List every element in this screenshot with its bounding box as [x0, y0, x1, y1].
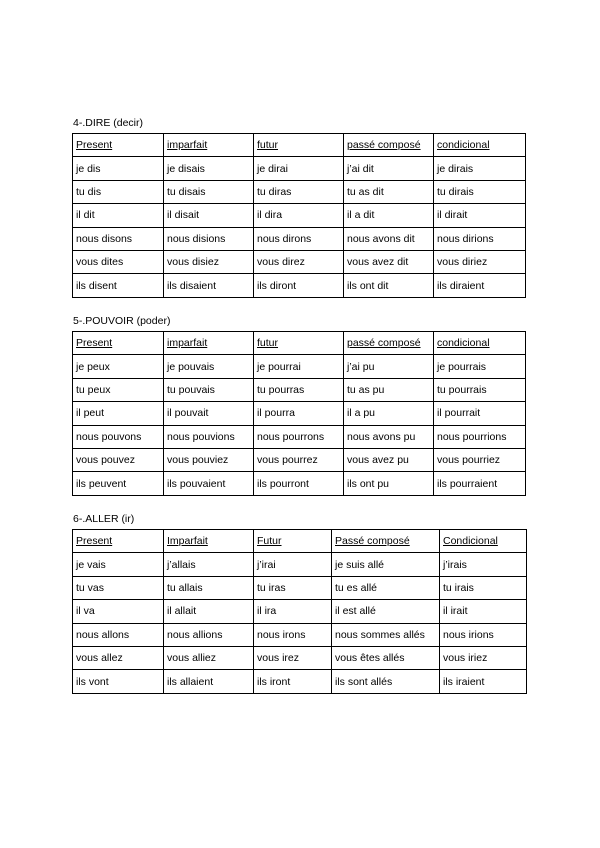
conjugation-table: [72, 331, 526, 496]
table-cell: nous pouvons: [73, 425, 164, 448]
conjugation-table: [72, 529, 527, 694]
table-cell: vous direz: [254, 250, 344, 273]
column-header: [434, 134, 526, 157]
table-row: [73, 227, 526, 250]
column-header: [73, 134, 164, 157]
table-cell: nous irions: [440, 623, 527, 646]
column-header-label: Imparfait: [167, 535, 208, 548]
table-cell: ils vont: [73, 670, 164, 693]
table-cell: tu irais: [440, 576, 527, 599]
table-cell: tu pourras: [254, 378, 344, 401]
table-cell: ils pourront: [254, 472, 344, 495]
column-header: [164, 530, 254, 553]
table-cell: tu diras: [254, 180, 344, 203]
table-cell: il allait: [164, 600, 254, 623]
column-header-label: condicional: [437, 139, 490, 152]
table-row: [73, 670, 527, 693]
column-header: [254, 332, 344, 355]
column-header-label: imparfait: [167, 337, 208, 350]
table-cell: ils ont pu: [344, 472, 434, 495]
column-header-label: condicional: [437, 337, 490, 350]
table-cell: vous allez: [73, 646, 164, 669]
column-header: [164, 134, 254, 157]
table-cell: vous avez dit: [344, 250, 434, 273]
table-cell: il pourra: [254, 402, 344, 425]
column-header-label: Passé composé: [335, 535, 410, 548]
table-cell: nous dirons: [254, 227, 344, 250]
table-cell: il va: [73, 600, 164, 623]
conjugation-section-pouvoir: [72, 315, 526, 496]
column-header-label: Futur: [257, 535, 282, 548]
table-cell: vous pourrez: [254, 448, 344, 471]
table-cell: je vais: [73, 553, 164, 576]
column-header: [254, 530, 332, 553]
table-cell: tu peux: [73, 378, 164, 401]
table-cell: nous avons pu: [344, 425, 434, 448]
table-cell: je pourrais: [434, 355, 526, 378]
table-cell: il pouvait: [164, 402, 254, 425]
table-cell: nous pourrions: [434, 425, 526, 448]
table-cell: il dirait: [434, 204, 526, 227]
conjugation-section-dire: [72, 117, 526, 298]
table-cell: je pouvais: [164, 355, 254, 378]
column-header: [254, 134, 344, 157]
table-header-row: [73, 530, 527, 553]
table-cell: j’irais: [440, 553, 527, 576]
table-row: [73, 274, 526, 297]
section-title: 4-.DIRE (decir): [73, 117, 144, 129]
table-cell: tu as dit: [344, 180, 434, 203]
table-cell: vous pourriez: [434, 448, 526, 471]
column-header-label: futur: [257, 139, 279, 152]
table-cell: nous allions: [164, 623, 254, 646]
table-cell: tu dis: [73, 180, 164, 203]
table-cell: j’ai pu: [344, 355, 434, 378]
table-cell: nous irons: [254, 623, 332, 646]
column-header-label: imparfait: [167, 139, 208, 152]
table-cell: ils sont allés: [332, 670, 440, 693]
table-cell: il pourrait: [434, 402, 526, 425]
column-header: [73, 530, 164, 553]
table-cell: ils diraient: [434, 274, 526, 297]
table-cell: j’allais: [164, 553, 254, 576]
table-cell: ils iraient: [440, 670, 527, 693]
table-cell: il a pu: [344, 402, 434, 425]
column-header-label: Present: [76, 535, 113, 548]
table-cell: nous disions: [164, 227, 254, 250]
table-cell: vous irez: [254, 646, 332, 669]
table-cell: nous pouvions: [164, 425, 254, 448]
table-header-row: [73, 134, 526, 157]
table-cell: tu disais: [164, 180, 254, 203]
table-cell: je dirais: [434, 157, 526, 180]
section-title: 5-.POUVOIR (poder): [73, 315, 171, 327]
column-header: [440, 530, 527, 553]
table-cell: tu pourrais: [434, 378, 526, 401]
table-cell: vous pouvez: [73, 448, 164, 471]
column-header: [164, 332, 254, 355]
table-cell: tu es allé: [332, 576, 440, 599]
table-cell: il ira: [254, 600, 332, 623]
table-cell: tu iras: [254, 576, 332, 599]
table-cell: tu vas: [73, 576, 164, 599]
table-cell: vous dites: [73, 250, 164, 273]
column-header-label: Condicional: [443, 535, 498, 548]
table-row: [73, 378, 526, 401]
table-cell: ils disaient: [164, 274, 254, 297]
column-header-label: passé composé: [347, 337, 421, 350]
table-cell: il irait: [440, 600, 527, 623]
table-cell: ils allaient: [164, 670, 254, 693]
table-cell: vous alliez: [164, 646, 254, 669]
table-row: [73, 425, 526, 448]
table-cell: il peut: [73, 402, 164, 425]
table-row: [73, 402, 526, 425]
table-cell: je disais: [164, 157, 254, 180]
table-cell: il a dit: [344, 204, 434, 227]
table-cell: il dira: [254, 204, 344, 227]
table-cell: je pourrai: [254, 355, 344, 378]
table-cell: il dit: [73, 204, 164, 227]
table-cell: il disait: [164, 204, 254, 227]
section-title: 6-.ALLER (ir): [73, 513, 135, 525]
table-row: [73, 576, 527, 599]
table-cell: nous avons dit: [344, 227, 434, 250]
table-header-row: [73, 332, 526, 355]
table-cell: vous pouviez: [164, 448, 254, 471]
column-header: [344, 332, 434, 355]
table-row: [73, 204, 526, 227]
table-cell: vous iriez: [440, 646, 527, 669]
conjugation-table: [72, 133, 526, 298]
table-cell: nous dirions: [434, 227, 526, 250]
table-cell: j’irai: [254, 553, 332, 576]
table-cell: nous allons: [73, 623, 164, 646]
table-cell: je suis allé: [332, 553, 440, 576]
table-cell: tu pouvais: [164, 378, 254, 401]
column-header: [434, 332, 526, 355]
table-row: [73, 157, 526, 180]
table-row: [73, 250, 526, 273]
table-row: [73, 600, 527, 623]
conjugation-section-aller: [72, 513, 527, 694]
table-cell: vous diriez: [434, 250, 526, 273]
table-cell: tu as pu: [344, 378, 434, 401]
table-row: [73, 180, 526, 203]
table-cell: nous disons: [73, 227, 164, 250]
table-row: [73, 355, 526, 378]
table-cell: ils peuvent: [73, 472, 164, 495]
table-row: [73, 623, 527, 646]
table-cell: tu dirais: [434, 180, 526, 203]
column-header-label: Present: [76, 337, 113, 350]
table-row: [73, 646, 527, 669]
column-header-label: passé composé: [347, 139, 421, 152]
table-cell: ils iront: [254, 670, 332, 693]
table-cell: je dirai: [254, 157, 344, 180]
table-cell: tu allais: [164, 576, 254, 599]
column-header: [344, 134, 434, 157]
table-cell: vous êtes allés: [332, 646, 440, 669]
table-row: [73, 553, 527, 576]
column-header: [73, 332, 164, 355]
table-cell: nous pourrons: [254, 425, 344, 448]
table-cell: ils ont dit: [344, 274, 434, 297]
table-row: [73, 448, 526, 471]
table-cell: nous sommes allés: [332, 623, 440, 646]
column-header-label: futur: [257, 337, 279, 350]
table-cell: je peux: [73, 355, 164, 378]
table-cell: je dis: [73, 157, 164, 180]
table-cell: ils pourraient: [434, 472, 526, 495]
table-cell: ils pouvaient: [164, 472, 254, 495]
column-header-label: Present: [76, 139, 113, 152]
column-header: [332, 530, 440, 553]
table-cell: ils disent: [73, 274, 164, 297]
table-row: [73, 472, 526, 495]
table-cell: il est allé: [332, 600, 440, 623]
table-cell: ils diront: [254, 274, 344, 297]
table-cell: vous disiez: [164, 250, 254, 273]
table-cell: j’ai dit: [344, 157, 434, 180]
table-cell: vous avez pu: [344, 448, 434, 471]
